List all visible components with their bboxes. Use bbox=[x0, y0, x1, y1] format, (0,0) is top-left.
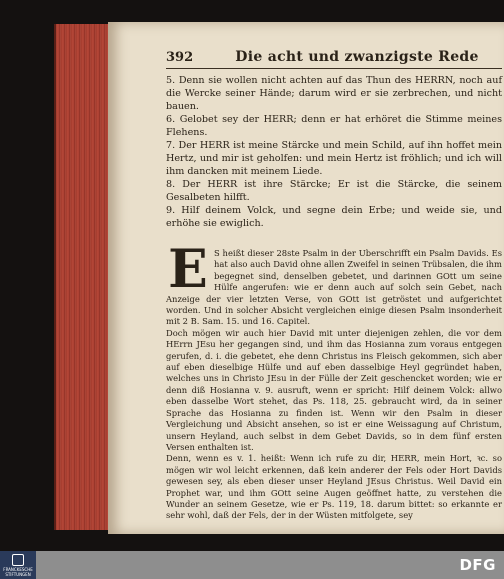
commentary-paragraph-3: Denn, wenn es v. 1. heißt: Wenn ich rufe zu dir, HERR, mein Hort, ꝛc. so mögen wir wol leicht erkennen, daß kein anderer der Fels oder Hort Davids gewesen sey, als eben dieser unser Heyland JEsus Christus. Weil David ein Prophet war, und ihm GOtt seine Augen geöffnet hatte, zu verstehen die Wunder an seinem Gesetze, wie er Ps. 119, 18. darum bittet: so erkannte er sehr wohl, daß der Fels, der in der Wüsten mitfolgete, sey bbox=[166, 453, 502, 521]
commentary-paragraph-2: Doch mögen wir auch hier David mit unter diejenigen zehlen, die vor dem HErrn JEsu her gegangen sind, und ihm das Hosianna zum voraus entgegen gerufen, d. i. die gebetet, ehe denn Christus ins Fleisch gekommen, sich aber auf eben dieselbige Hülfe und auf eben dasselbige Heyl gegründet haben, welches uns in Christo JEsu in der Fülle der Zeit geschencket worden; wie er denn diß Hosianna v. 9. ausruft, wenn er spricht: Hilf deinem Volck: allwo eben dasselbe Wort stehet, das Ps. 118, 25. gebraucht wird, da in seiner Sprache das Hosianna zu finden ist. Wenn wir den Psalm in dieser Vergleichung und Absicht ansehen, so ist er eine Weissagung auf Christum, unsern Heyland, auch selbst in dem Gebet Davids, so in dem fünf ersten Versen enthalten ist. bbox=[166, 327, 502, 452]
verse-5: 5. Denn sie wollen nicht achten auf das Thun des HERRN, noch auf die Wercke seiner Hände; darum wird er sie zerbrechen, und nicht bauen. bbox=[166, 75, 502, 112]
library-logo-text: FRANCKESCHE STIFTUNGEN bbox=[3, 567, 33, 577]
library-logo[interactable] bbox=[0, 551, 36, 579]
header-rule bbox=[166, 68, 502, 69]
commentary-text bbox=[166, 239, 502, 522]
dfg-logo[interactable]: DFG bbox=[459, 556, 496, 574]
verse-6: 6. Gelobet sey der HERR; denn er hat erhöret die Stimme meines Flehens. bbox=[166, 114, 502, 138]
psalm-verses bbox=[166, 74, 502, 230]
crest-icon bbox=[12, 554, 24, 566]
running-head: Die acht und zwanzigste Rede bbox=[235, 49, 479, 65]
book-page-edges bbox=[54, 24, 110, 530]
commentary-paragraph-1: S heißt dieser 28ste Psalm in der Uberschrifft ein Psalm Davids. Es hat also auch David ohne allen Zweifel in seinen Trübsalen, die ihm begegnet sind, denselben gebetet, und darinnen GOtt um seine Hülfe angerufen: wie er denn auch auf solch sein Gebet, nach Anzeige der vier letzten Verse, von GOtt ist getröstet und aufgerichtet worden. Und in solcher Absicht vergleichen einige diesen Psalm insonderheit mit 2 B. Sam. 15. und 16. Capitel. bbox=[166, 248, 502, 327]
page-number: 392 bbox=[166, 50, 194, 65]
book-page bbox=[108, 22, 504, 534]
verse-8: 8. Der HERR ist ihre Stärcke; Er ist die Stärcke, die seinem Gesalbeten hilfft. bbox=[166, 179, 502, 203]
dropcap-initial: E bbox=[168, 239, 208, 300]
verse-7: 7. Der HERR ist meine Stärcke und mein Schild, auf ihn hoffet mein Hertz, und mir ist geholfen: und mein Hertz ist fröhlich; und ich will ihm dancken mit meinem Liede. bbox=[166, 140, 502, 177]
verse-9: 9. Hilf deinem Volck, und segne dein Erbe; und weide sie, und erhöhe sie ewiglich. bbox=[166, 205, 502, 229]
footer-gray-band bbox=[36, 551, 504, 579]
